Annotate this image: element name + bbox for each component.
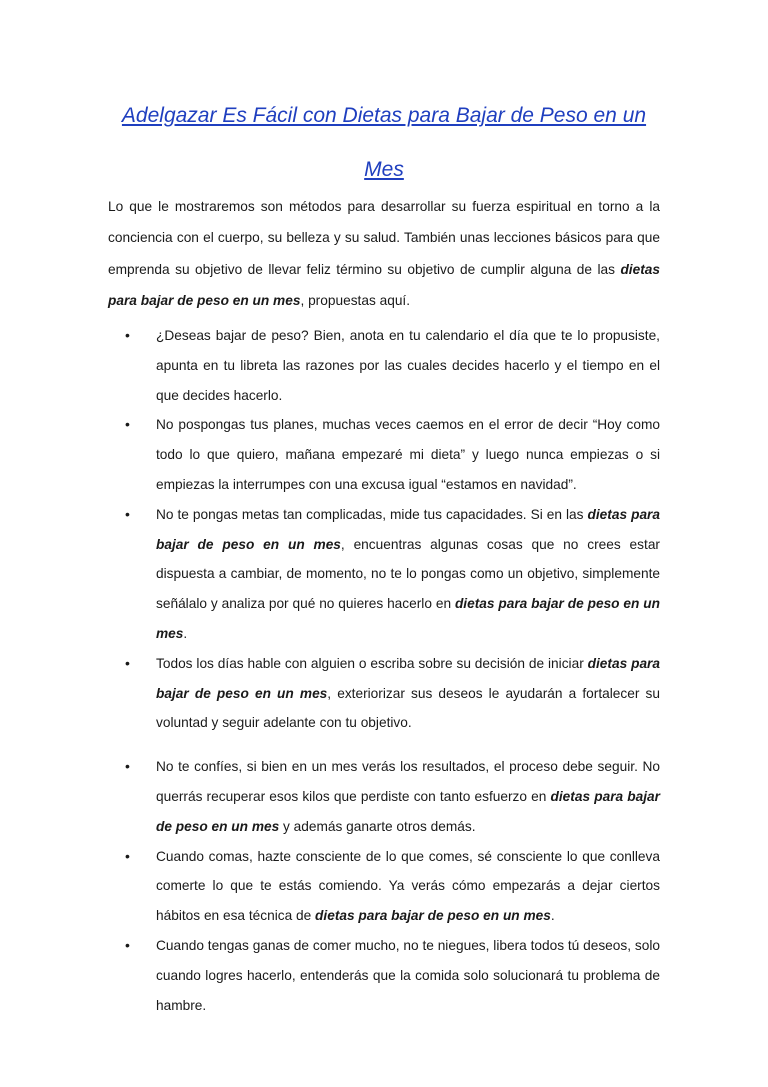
title-line-1: Adelgazar Es Fácil con Dietas para Bajar de Peso en un <box>121 104 647 127</box>
item-text: Cuando comas, hazte consciente de lo que comes, sé consciente lo que conlleva comerte lo que te estás comiendo. Ya verás cómo empezarás a dejar ciertos hábitos en esa técnica de <box>156 848 660 924</box>
list-item <box>108 752 660 841</box>
intro-paragraph <box>108 191 660 316</box>
item-text: No pospongas tus planes, muchas veces caemos en el error de decir “Hoy como todo lo que quiero, mañana empezaré mi dieta” y luego nunca empiezas o si empiezas la interrumpes con una excusa igual “estamos en navidad”. <box>156 417 660 492</box>
item-text: No te pongas metas tan complicadas, mide tus capacidades. Si en las <box>156 506 588 522</box>
item-emphasis: dietas para bajar de peso en un mes <box>156 596 660 641</box>
list-item <box>108 500 660 649</box>
item-text: ¿Deseas bajar de peso? Bien, anota en tu calendario el día que te lo propusiste, apunta en tu libreta las razones por las cuales decides hacerlo y el tiempo en el que decides hacerlo. <box>156 328 660 403</box>
list-item <box>108 931 660 1020</box>
list-item <box>108 649 660 738</box>
list-item <box>108 410 660 499</box>
item-emphasis: dietas para bajar de peso en un mes <box>156 788 660 834</box>
list-item <box>108 321 660 410</box>
item-text: , exteriorizar sus deseos le ayudarán a fortalecer su voluntad y seguir adelante con tu objetivo. <box>156 685 660 731</box>
item-text: Cuando tengas ganas de comer mucho, no te niegues, libera todos tú deseos, solo cuando logres hacerlo, entenderás que la comida solo solucionará tu problema de hambre. <box>156 937 660 1013</box>
document-title <box>108 89 660 197</box>
intro-emphasis: dietas para bajar de peso en un mes <box>108 261 660 308</box>
item-text: . <box>550 908 555 924</box>
item-text: Todos los días hable con alguien o escriba sobre su decisión de iniciar <box>156 655 588 671</box>
item-emphasis: dietas para bajar de peso en un mes <box>315 908 551 924</box>
intro-tail: , propuestas aquí. <box>300 292 411 308</box>
item-text: . <box>183 625 188 641</box>
item-emphasis: dietas para bajar de peso en un mes <box>156 506 660 552</box>
bullet-list <box>108 321 660 1020</box>
item-text: No te confíes, si bien en un mes verás los resultados, el proceso debe seguir. No querrás recuperar esos kilos que perdiste con tanto esfuerzo en <box>156 759 660 804</box>
item-emphasis: dietas para bajar de peso en un mes <box>156 655 660 701</box>
list-item <box>108 842 660 931</box>
title-line-2: Mes <box>364 158 404 181</box>
intro-text: Lo que le mostraremos son métodos para desarrollar su fuerza espiritual en torno a la conciencia con el cuerpo, su belleza y su salud. También unas lecciones básicos para que emprenda su objetivo de llevar feliz término su objetivo de cumplir alguna de las <box>108 199 660 277</box>
item-text: y además ganarte otros demás. <box>279 818 476 834</box>
item-text: , encuentras algunas cosas que no crees estar dispuesta a cambiar, de momento, no te lo pongas como un objetivo, simplemente señálalo y analiza por qué no quieres hacerlo en <box>156 536 660 612</box>
